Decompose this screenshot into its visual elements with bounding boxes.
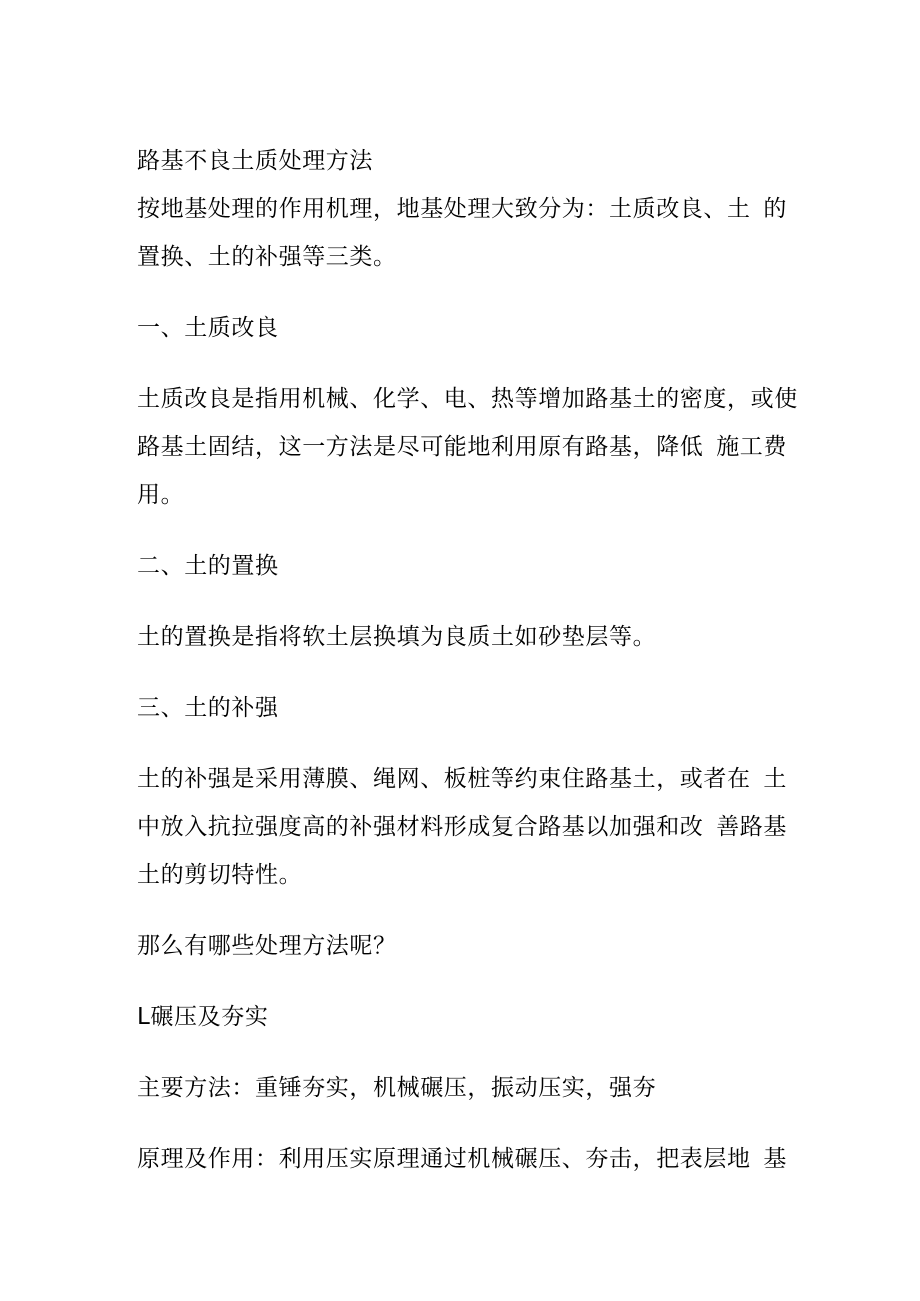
intro-line-2: 置换、土的补强等三类。 bbox=[137, 244, 397, 270]
section-1-heading: 一、土质改良 bbox=[137, 315, 279, 341]
intro-line-1-end: 的 bbox=[763, 196, 787, 222]
section-1-line-1-text: 土质改良是指用机械、化学、电、热等增加路基土的密度， bbox=[137, 386, 751, 412]
section-2-heading: 二、土的置换 bbox=[137, 553, 279, 579]
section-3-line-1 bbox=[137, 762, 787, 796]
section-1-line-2-end: 施工费 bbox=[716, 434, 787, 460]
method-1-principle-text: 原理及作用：利用压实原理通过机械碾压、夯击，把表层地 bbox=[137, 1146, 751, 1172]
document-title: 路基不良土质处理方法 bbox=[137, 148, 373, 174]
section-1-line-2 bbox=[137, 430, 787, 464]
method-1-main-methods: 主要方法：重锤夯实，机械碾压，振动压实，强夯 bbox=[137, 1075, 657, 1101]
method-1-heading: L碾压及夯实 bbox=[137, 1004, 269, 1030]
method-1-principle-line bbox=[137, 1142, 787, 1176]
intro-line-1-text: 按地基处理的作用机理，地基处理大致分为：土质改良、土 bbox=[137, 196, 751, 222]
section-2-body: 土的置换是指将软土层换填为良质土如砂垫层等。 bbox=[137, 624, 657, 650]
section-3-line-2-text: 中放入抗拉强度高的补强材料形成复合路基以加强和改 bbox=[137, 814, 704, 840]
section-1-line-1 bbox=[137, 382, 798, 416]
section-3-line-3: 土的剪切特性。 bbox=[137, 862, 303, 888]
section-3-line-2 bbox=[137, 810, 787, 844]
section-3-line-1-text: 土的补强是采用薄膜、绳网、板桩等约束住路基土，或者在 bbox=[137, 766, 751, 792]
section-1-line-2-text: 路基土固结，这一方法是尽可能地利用原有路基，降低 bbox=[137, 434, 704, 460]
section-3-line-1-end: 土 bbox=[763, 766, 787, 792]
section-1-line-1-end: 或使 bbox=[750, 386, 798, 412]
method-1-principle-end: 基 bbox=[763, 1146, 787, 1172]
section-3-heading: 三、土的补强 bbox=[137, 695, 279, 721]
section-3-line-2-end: 善路基 bbox=[716, 814, 787, 840]
intro-line-1 bbox=[137, 192, 787, 226]
question-text: 那么有哪些处理方法呢？ bbox=[137, 933, 397, 959]
section-1-line-3: 用。 bbox=[137, 482, 185, 508]
